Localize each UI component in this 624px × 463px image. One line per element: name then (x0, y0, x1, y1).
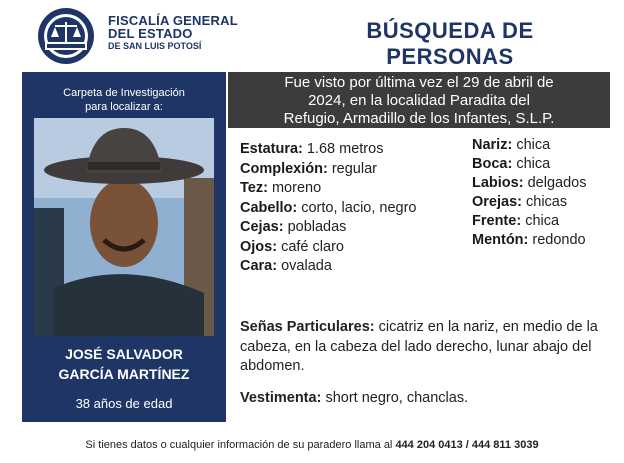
trait-menton: Mentón: redondo (472, 232, 586, 248)
trait-tez: Tez: moreno (240, 180, 322, 196)
trait-boca: Boca: chica (472, 156, 551, 172)
vestimenta-label: Vestimenta: (240, 390, 322, 406)
last-seen-line1: Fue visto por última vez el 29 de abril de (284, 74, 554, 91)
trait-cejas: Cejas: pobladas (240, 219, 347, 235)
senas-value: cicatriz en la nariz, en medio de la cabeza, en la cabeza del lado derecho, lunar abajo del abdomen. (240, 319, 598, 374)
carpeta-text (22, 86, 226, 114)
trait-estatura: Estatura: 1.68 metros (240, 141, 384, 157)
person-age: 38 años de edad (75, 396, 173, 411)
footer-contact (0, 439, 624, 451)
trait-ojos: Ojos: café claro (240, 238, 344, 255)
carpeta-line2: para localizar a: (85, 101, 163, 113)
trait-cabello: Cabello: corto, lacio, negro (240, 199, 417, 216)
carpeta-line1: Carpeta de Investigación (63, 87, 185, 99)
institution-line2: DEL ESTADO (108, 26, 193, 41)
person-photo (34, 118, 214, 336)
institution-line1: FISCALÍA GENERAL (108, 13, 238, 28)
trait-labios: Labios: delgados (472, 175, 587, 191)
footer-text: Si tienes datos o cualquier información de su paradero llama al (85, 439, 393, 451)
traits-left (240, 140, 417, 277)
person-name (22, 344, 226, 384)
senas-particulares (240, 318, 604, 377)
trait-nariz: Nariz: chica (472, 137, 551, 153)
header (0, 0, 624, 69)
person-panel (22, 72, 226, 422)
last-seen-banner (228, 72, 610, 130)
trait-complexion: Complexión: regular (240, 160, 377, 177)
institution-line3: DE SAN LUIS POTOSÍ (108, 41, 202, 51)
senas-label: Señas Particulares: (240, 319, 375, 335)
vestimenta-value: short negro, chanclas. (325, 390, 469, 406)
last-seen-line3: Refugio, Armadillo de los Infantes, S.L.P. (283, 110, 555, 127)
person-name-line1: JOSÉ SALVADOR (65, 346, 183, 362)
fiscalia-seal-icon (36, 6, 96, 66)
trait-orejas: Orejas: chicas (472, 194, 568, 210)
trait-cara: Cara: ovalada (240, 258, 332, 274)
traits-right (472, 136, 586, 250)
footer-phones: 444 204 0413 / 444 811 3039 (395, 439, 539, 451)
institution-name (108, 14, 238, 53)
vestimenta (240, 390, 604, 406)
description-panel (228, 128, 610, 422)
trait-frente: Frente: chica (472, 213, 560, 229)
person-name-line2: GARCÍA MARTÍNEZ (58, 366, 190, 382)
last-seen-line2: 2024, en la localidad Paradita del (308, 92, 530, 109)
page-title: BÚSQUEDA DE PERSONAS (366, 18, 534, 69)
